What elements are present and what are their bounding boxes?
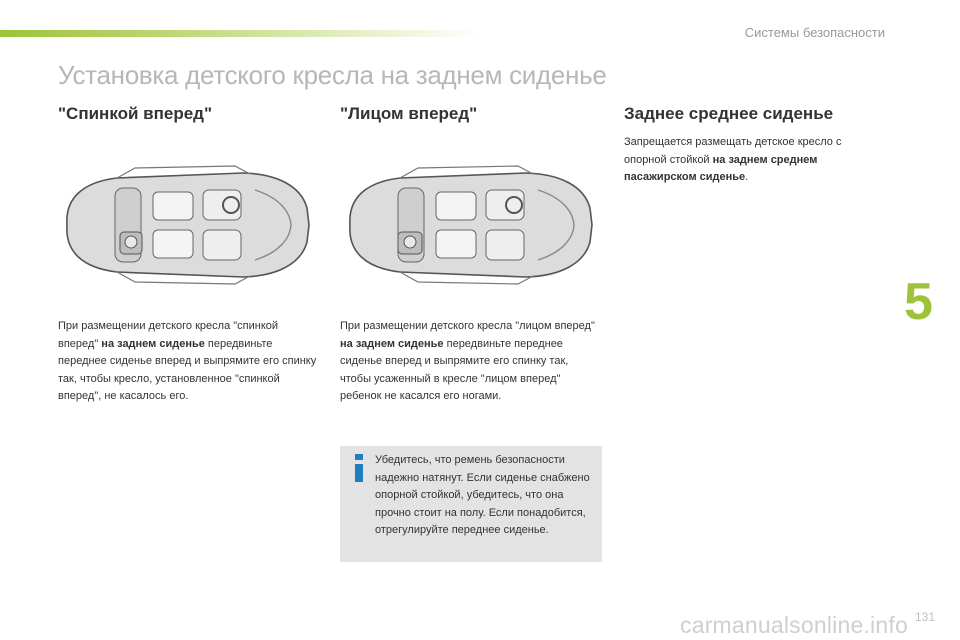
watermark: carmanualsonline.info [680, 612, 908, 638]
info-box [340, 446, 602, 562]
info-text: Убедитесь, что ремень безопасности надежно натянут. Если сиденье снабжено опорной стойкой, убедитесь, что она прочно стоит на полу. Если понадобится, отрегулируйте переднее сиденье. [375, 454, 590, 536]
car-icon [350, 166, 592, 284]
paragraph-rear-facing: При размещении детского кресла "спинкой вперед" на заднем сиденье передвиньте переднее сиденье вперед и выпрямите его спинку так, чтобы кресло, установленное "спинкой вперед", не касалось его. [58, 320, 317, 402]
car-illustration-rear-facing [55, 150, 315, 300]
paragraph-rear-middle-seat: Запрещается размещать детское кресло с опорной стойкой на заднем среднем пасажирском сиденье. [624, 136, 842, 183]
heading-rear-middle-seat: Заднее среднее сиденье [624, 104, 834, 123]
car-illustration-forward-facing [338, 150, 598, 300]
page-number: 131 [915, 610, 936, 624]
heading-forward-facing: "Лицом вперед" [340, 104, 478, 123]
section-label: Системы безопасности [744, 25, 885, 40]
car-icon [67, 166, 309, 284]
heading-rear-facing: "Спинкой вперед" [58, 104, 213, 123]
paragraph-forward-facing: При размещении детского кресла "лицом вперед" на заднем сиденье передвиньте переднее сиденье вперед и выпрямите его спинку так, чтобы усаженный в кресле "лицом вперед" ребенок не касался его ногами. [340, 320, 595, 402]
page-title: Установка детского кресла на заднем сиденье [58, 60, 607, 90]
header-accent-bar [0, 30, 480, 37]
chapter-number: 5 [904, 273, 933, 331]
info-icon [352, 454, 366, 482]
